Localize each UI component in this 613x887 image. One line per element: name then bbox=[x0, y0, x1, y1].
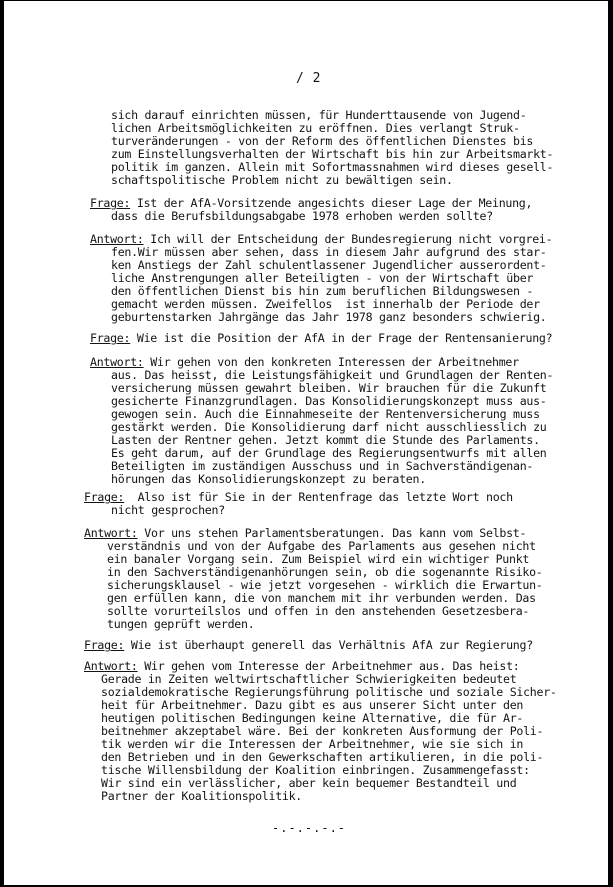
text-line: schaftspolitische Problem nicht zu bewältigen sein. bbox=[111, 173, 453, 187]
text-line: gen erfüllen kann, die von manchem mit ihr verbunden werden. Das bbox=[107, 591, 536, 605]
text-line: heit für Arbeitnehmer. Dazu gibt es aus unserer Sicht unter den bbox=[101, 698, 524, 712]
text-line: zum Einstellungsverhalten der Wirtschaft bis hin zur Arbeitsmarkt- bbox=[111, 147, 554, 161]
question-label: Frage: bbox=[90, 331, 131, 345]
text-line: verständnis und von der Aufgabe des Parlaments aus gesehen nicht bbox=[107, 539, 536, 553]
question-label: Frage: bbox=[90, 196, 131, 210]
answer-label: Antwort: bbox=[90, 232, 144, 246]
text-line: sozialdemokratische Regierungsführung politische und soziale Sicher- bbox=[101, 685, 557, 699]
text-line: Also ist für Sie in der Rentenfrage das letzte Wort noch bbox=[124, 490, 513, 504]
text-line: gewogen sein. Auch die Einnahmeseite der Rentenversicherung muss bbox=[111, 407, 540, 421]
text-line: sich darauf einrichten müssen, für Hunderttausende von Jugend- bbox=[111, 108, 527, 122]
page-number: / 2 bbox=[296, 71, 321, 86]
text-line: Ist der AfA-Vorsitzende angesichts dieser Lage der Meinung, bbox=[130, 196, 533, 210]
text-line: dass die Berufsbildungsabgabe 1978 erhoben werden sollte? bbox=[111, 209, 493, 223]
footer-separator: -.-.-.-.- bbox=[272, 821, 347, 835]
text-line: gestärkt werden. Die Konsolidierung darf nicht ausschliesslich zu bbox=[111, 420, 547, 434]
text-line: politik im ganzen. Allein mit Sofortmassnahmen wird dieses gesell- bbox=[111, 160, 554, 174]
text-line: Wie ist überhaupt generell das Verhältnis AfA zur Regierung? bbox=[124, 638, 533, 652]
text-line: Vor uns stehen Parlamentsberatungen. Das kann vom Selbst- bbox=[137, 526, 527, 540]
answer-label: Antwort: bbox=[90, 355, 144, 369]
text-line: Gerade in Zeiten weltwirtschaftlicher Schwierigkeiten bedeutet bbox=[101, 672, 517, 686]
text-line: beitnehmer akzeptabel wäre. Bei der konkreten Ausformung der Poli- bbox=[101, 724, 544, 738]
text-line: gemacht werden müssen. Zweifellos ist innerhalb der Periode der bbox=[111, 297, 540, 311]
text-line: ken Anstiegs der Zahl schulentlassener Jugendlicher ausserordent- bbox=[111, 258, 547, 272]
text-line: sollte vorurteilslos und offen in den anstehenden Gesetzesbera- bbox=[107, 604, 530, 618]
text-line: ein banaler Vorgang sein. Zum Beispiel wird ein wichtiger Punkt bbox=[107, 552, 530, 566]
text-line: tik werden wir die Interessen der Arbeitnehmer, wie sie sich in bbox=[101, 737, 524, 751]
text-line: Wir gehen vom Interesse der Arbeitnehmer aus. Das heist: bbox=[137, 659, 520, 673]
text-line: den Betrieben und in den Gewerkschaften artikulieren, in die poli- bbox=[101, 750, 544, 764]
answer-label: Antwort: bbox=[84, 526, 138, 540]
question-label: Frage: bbox=[84, 638, 125, 652]
text-line: nicht gesprochen? bbox=[111, 503, 225, 517]
question-first-line bbox=[84, 639, 533, 652]
text-line: tische Willensbildung der Koalition einbringen. Zusammengefasst: bbox=[101, 763, 530, 777]
text-line: geburtenstarken Jahrgänge das Jahr 1978 ganz besonders schwierig. bbox=[111, 310, 547, 324]
text-line: fen.Wir müssen aber sehen, dass in diesem Jahr aufgrund des star- bbox=[111, 245, 547, 259]
question-first-line bbox=[90, 332, 552, 345]
text-line: Es geht darum, auf der Grundlage des Regierungsentwurfs mit allen bbox=[111, 446, 547, 460]
text-line: lichen Arbeitsmöglichkeiten zu eröffnen. Dies verlangt Struk- bbox=[111, 121, 520, 135]
text-line: hörungen das Konsolidierungskonzept zu beraten. bbox=[111, 472, 426, 486]
text-line: gesicherte Finanzgrundlagen. Das Konsolidierungskonzept muss aus- bbox=[111, 394, 547, 408]
text-line: Partner der Koalitionspolitik. bbox=[101, 789, 303, 803]
text-line: Lasten der Rentner gehen. Jetzt kommt die Stunde des Parlaments. bbox=[111, 433, 540, 447]
text-line: sicherungsklausel - wie jetzt vorgesehen - wirklich die Erwartun- bbox=[107, 578, 543, 592]
answer-label: Antwort: bbox=[84, 659, 138, 673]
text-line: Wie ist die Position der AfA in der Frage der Rentensanierung? bbox=[130, 331, 553, 345]
text-line: Beteiligten im zuständigen Ausschuss und in Sachverständigenan- bbox=[111, 459, 534, 473]
text-line: Ich will der Entscheidung der Bundesregierung nicht vorgrei- bbox=[143, 232, 553, 246]
text-line: versicherung müssen gewahrt bleiben. Wir brauchen für die Zukunft bbox=[111, 381, 547, 395]
text-line: liche Anstrengungen aller Beteiligten - von der Wirtschaft über bbox=[111, 271, 534, 285]
text-line: turveränderungen - von der Reform des öffentlichen Dienstes bis bbox=[111, 134, 534, 148]
text-line: aus. Das heisst, die Leistungsfähigkeit und Grundlagen der Renten- bbox=[111, 368, 554, 382]
text-line: Wir gehen von den konkreten Interessen der Arbeitnehmer bbox=[143, 355, 519, 369]
text-line: Wir sind ein verlässlicher, aber kein bequemer Bestandteil und bbox=[101, 776, 517, 790]
text-line: heutigen politischen Bedingungen keine Alternative, die für Ar- bbox=[101, 711, 524, 725]
text-line: tungen geprüft werden. bbox=[107, 617, 255, 631]
question-label: Frage: bbox=[84, 490, 125, 504]
text-line: den öffentlichen Dienst bis hin zum beruflichen Bildungswesen - bbox=[111, 284, 534, 298]
text-line: in den Sachverständigenanhörungen sein, ob die sogenannte Risiko- bbox=[107, 565, 543, 579]
